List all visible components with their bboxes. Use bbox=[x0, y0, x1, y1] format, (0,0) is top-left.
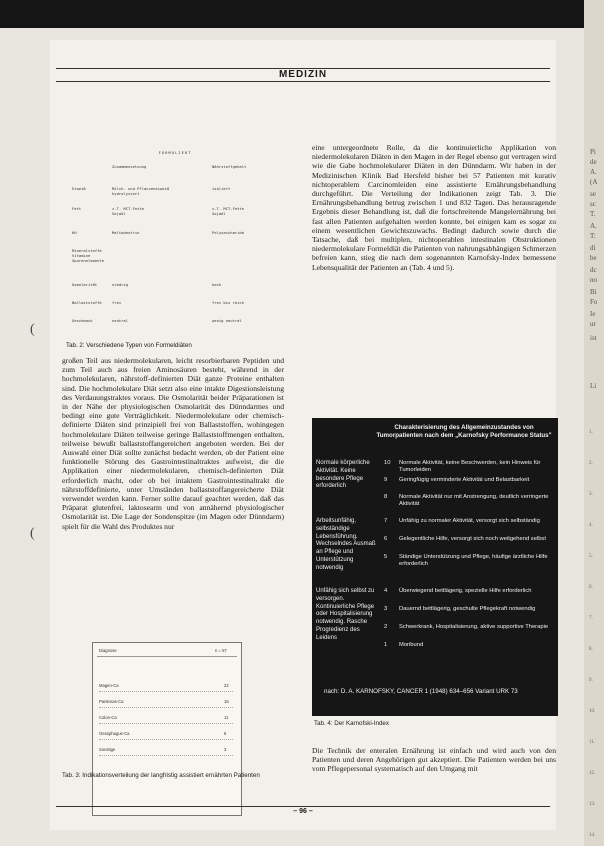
table-cell: isoliert bbox=[212, 186, 231, 191]
edge-fragment: sc bbox=[590, 200, 596, 208]
right-column-text bbox=[312, 143, 556, 413]
score-description: Gelegentliche Hilfe, versorgt sich noch weitgehend selbst bbox=[399, 536, 546, 542]
table-cell: Ballaststoffe bbox=[72, 300, 102, 305]
edge-reference-number: 3. bbox=[589, 492, 593, 497]
edge-fragment: be bbox=[590, 254, 597, 262]
punch-mark: ( bbox=[30, 526, 35, 541]
table-cell: Sojaöl bbox=[212, 211, 226, 216]
row-label: Pankreas-Ca bbox=[99, 699, 124, 704]
table-cell: Spurenelemente bbox=[72, 258, 105, 263]
edge-reference-number: 7. bbox=[589, 616, 593, 621]
score: 10 bbox=[384, 460, 391, 466]
score-description: Geringfügig verminderte Aktivität und Belastbarkeit bbox=[399, 477, 530, 483]
table-row bbox=[99, 715, 233, 724]
edge-reference-number: 2. bbox=[589, 461, 593, 466]
edge-reference-number: 5. bbox=[589, 554, 593, 559]
edge-fragment: T. bbox=[590, 210, 596, 218]
body-paragraph: großen Teil aus niedermolekularen, leicht resorbierbaren Peptiden und zum Teil auch aus freien Aminosäuren besteht, während in der hochmolekularen, nährstoff-definierten Diät ganze Proteine enthalten sind. Die hochmolekulare Diät setzt also eine intakte Digestionsleistung des Verdauungstraktes voraus. Die Osmolarität beider Präparationen ist in der Nähe der physiologischen Osmolarität des Dünndarmes und bedingt eine gute Verträglichkeit. Niedermolekulare oder chemisch-definierte Diäten sind prinzipiell frei von Ballaststoffen, wohingegen hochmolekulare Diäten teilweise geringe Ballaststoffmengen enthalten, teilweise bewußt ballaststoffangereichert angeboten werden. Bei der Auswahl einer Diät sollte zunächst bedacht werden, ob der Patient eine funktionelle Störung des Gastrointestinaltraktes aufweist, die die Applikation einer niedermolekularen, chemisch-definierten Diät erforderlich macht, oder ob bei intaktem Gastrointestinaltrakt die nährstoffdefinierte, unter Umständen ballaststoffangereicherte Diät verwendet werden kann. Ferner sollte darauf geachtet werden, daß das Präparat glutenfrei, laktosearm und von annähernd physiologischer Osmolarität ist. Die Lage der Sondenspitze (im Magen oder Dünndarm) spielt für die Wahl des Produktes nur bbox=[62, 356, 284, 531]
adjacent-page-edge bbox=[584, 0, 604, 846]
table-cell: neutral bbox=[112, 318, 129, 323]
edge-reference-number: 13. bbox=[589, 802, 596, 807]
group-label: Arbeitsunfähig, selbständige Lebensführung. Wechselndes Ausmaß an Pflege und Unterstützung notwendig bbox=[316, 518, 376, 571]
row-label: Sonstige bbox=[99, 747, 116, 752]
karnofsky-table bbox=[312, 418, 558, 716]
edge-reference-number: 8. bbox=[589, 647, 593, 652]
edge-fragment: Fo bbox=[590, 298, 598, 306]
karnofsky-title: Charakterisierung des Allgemeinzustandes von Tumorpatienten nach dem „Karnofsky Performance Status" bbox=[376, 424, 552, 439]
score: 8 bbox=[384, 494, 388, 500]
section-title: MEDIZIN bbox=[278, 69, 328, 80]
row-value: 22 bbox=[224, 683, 229, 688]
row-label: Colon-Ca bbox=[99, 715, 117, 720]
right-column-bottom-text bbox=[312, 746, 556, 802]
table2-caption: Tab. 2: Verschiedene Typen von Formeldiäten bbox=[66, 342, 192, 349]
edge-fragment: T: bbox=[590, 232, 596, 240]
indication-table bbox=[92, 642, 242, 816]
table-cell: z.T. MCT-Fette bbox=[112, 206, 145, 211]
score: 1 bbox=[384, 642, 388, 648]
table-cell: Milch- und Pflanzeneiweiß bbox=[112, 186, 170, 191]
score: 4 bbox=[384, 588, 388, 594]
table-row bbox=[99, 731, 233, 740]
edge-reference-number: 11. bbox=[589, 740, 596, 745]
table-row bbox=[99, 747, 233, 756]
table-head-value: n = 57 bbox=[215, 648, 227, 653]
score-description: Unfähig zu normaler Aktivität, versorgt sich selbständig bbox=[399, 518, 540, 524]
score-description: Schwerkrank, Hospitalisierung, aktive supportive Therapie bbox=[399, 624, 549, 630]
edge-fragment: A. bbox=[590, 168, 597, 176]
score: 9 bbox=[384, 477, 388, 483]
table-cell: Mineralstoffe bbox=[72, 248, 102, 253]
score-description: Dauernd bettlägerig, geschulte Pflegekraft notwendig bbox=[399, 606, 536, 612]
punch-mark: ( bbox=[30, 322, 35, 337]
table-cell: Vitamine bbox=[72, 253, 91, 258]
edge-fragment: A. bbox=[590, 222, 597, 230]
body-paragraph: eine untergeordnete Rolle, da die kontinuierliche Applikation von niedermolekularen Diäten in den Magen in der Regel ebenso gut vertragen wird wie die Gabe hochmolekularer Diäten in den Dünndarm. Wir haben in der Medizinischen Klinik Bad Hersfeld bisher bei 57 Patienten mit kurativ nichtoperablem Carcinomleiden eine assistierte Ernährungsbehandlung durchgeführt. Die Verteilung der Indikationen zeigt Tab. 3. Die Ernährungsbehandlung betrug zwischen 1 und 832 Tagen. Das herausragende Ergebnis dieser Behandlung ist, daß die fortschreitende Mangelernährung bei fast allen Patienten aufgehalten werden konnte, bei einigen kam es sogar zu einem wesentlichen Gewichtszuwachs. Bedingt dadurch sowie durch die Tatsache, daß bei multiplen, nichtoperablen intestinalen Obstruktionen niedermolekulare Formeldiät die Patienten von nahrungsabhängigen Schmerzen befreien kann, stieg die nach dem sogenannten Karnofsky-Index bemessene Lebensqualität der Patienten an (Tab. 4 und 5). bbox=[312, 143, 556, 272]
edge-fragment: no bbox=[590, 276, 597, 284]
edge-reference-number: 4. bbox=[589, 523, 593, 528]
table-cell: wenig neutral bbox=[212, 318, 242, 323]
table-cell: Sojaöl bbox=[112, 211, 126, 216]
edge-fragment: dc bbox=[590, 266, 597, 274]
body-paragraph: Die Technik der enteralen Ernährung ist einfach und wird auch von den Patienten und deren Angehörigen gut akzeptiert. Die Patienten werden bei uns vom Pflegepersonal systematisch auf den Umgang mit bbox=[312, 746, 556, 774]
table-row bbox=[99, 683, 233, 692]
table-cell: Maltodextrin bbox=[112, 230, 140, 235]
score-description: Ständige Unterstützung und Pflege, häufige ärztliche Hilfe erforderlich bbox=[399, 554, 548, 568]
table4-caption: Tab. 4: Der Karnofski-Index bbox=[314, 720, 389, 727]
score: 7 bbox=[384, 518, 388, 524]
edge-fragment: Ie bbox=[590, 310, 596, 318]
score: 2 bbox=[384, 624, 388, 630]
table-cell: hydrolysiert bbox=[112, 191, 140, 196]
score-description: Moribund bbox=[399, 642, 424, 648]
table-head: Zusammensetzung bbox=[112, 164, 147, 169]
table-cell: frei bbox=[112, 300, 122, 305]
score-description: Normale Aktivität nur mit Anstrengung, deutlich verringerte Aktivität bbox=[399, 494, 549, 508]
karnofsky-reference: nach: D. A. KARNOFSKY, CANCER 1 (1948) 634–656 Variant URK 73 bbox=[324, 688, 518, 695]
table-cell: Fett bbox=[72, 206, 82, 211]
score: 6 bbox=[384, 536, 388, 542]
table-cell: hoch bbox=[212, 282, 222, 287]
edge-reference-number: 6. bbox=[589, 585, 593, 590]
left-column-text bbox=[62, 356, 284, 636]
edge-reference-number: 12. bbox=[589, 771, 596, 776]
edge-reference-number: 1. bbox=[589, 430, 593, 435]
edge-fragment: Pi bbox=[590, 148, 596, 156]
page-number: – 96 – bbox=[293, 808, 313, 815]
row-value: 16 bbox=[224, 699, 229, 704]
edge-reference-number: 14. bbox=[589, 833, 596, 838]
score: 5 bbox=[384, 554, 388, 560]
score-description: Überwiegend bettlägerig, spezielle Hilfe erforderlich bbox=[399, 588, 532, 594]
edge-fragment: Bi bbox=[590, 288, 597, 296]
edge-fragment: de bbox=[590, 158, 597, 166]
table-cell: KH bbox=[72, 230, 77, 235]
table-cell: frei bis reich bbox=[212, 300, 245, 305]
edge-fragment: ur bbox=[590, 320, 596, 328]
table-row bbox=[99, 699, 233, 708]
row-label: Magen-Ca bbox=[99, 683, 119, 688]
formula-diet-table bbox=[72, 150, 278, 335]
group-label: Normale körperliche Aktivität. Keine besondere Pflege erforderlich bbox=[316, 460, 370, 490]
edge-fragment: se bbox=[590, 190, 596, 198]
score-description: Normale Aktivität, keine Beschwerden, kein Hinweis für Tumorleiden bbox=[399, 460, 541, 474]
edge-fragment: di bbox=[590, 244, 596, 252]
edge-fragment: ist bbox=[590, 334, 597, 342]
table-cell: Geschmack bbox=[72, 318, 93, 323]
table-head-label: Diagnose bbox=[99, 648, 117, 653]
edge-fragment: Li bbox=[590, 382, 597, 390]
table-cell: z.T. MCT-Fette bbox=[212, 206, 245, 211]
row-value: 3 bbox=[224, 747, 227, 752]
table-title: FORMULIERT bbox=[158, 150, 192, 155]
table-head: Nährstoffgehalt bbox=[212, 164, 247, 169]
top-scan-border bbox=[0, 0, 604, 28]
score: 3 bbox=[384, 606, 388, 612]
table-cell: Polysaccharide bbox=[212, 230, 245, 235]
table3-caption: Tab. 3: Indikationsverteilung der langfristig assistiert ernährten Patienten bbox=[62, 772, 260, 779]
edge-fragment: (A bbox=[590, 178, 598, 186]
table-cell: niedrig bbox=[112, 282, 129, 287]
table-cell: Osmolarität bbox=[72, 282, 98, 287]
row-label: Oesophagus-Ca bbox=[99, 731, 130, 736]
group-label: Unfähig sich selbst zu versorgen. Kontinuierliche Pflege oder Hospitalisierung notwendig. Rasche Progredienz des Leidens bbox=[316, 588, 375, 641]
edge-reference-number: 9. bbox=[589, 678, 593, 683]
edge-reference-number: 10. bbox=[589, 709, 596, 714]
table-cell: Eiweiß bbox=[72, 186, 86, 191]
table-header bbox=[97, 648, 237, 657]
row-value: 5 bbox=[224, 731, 227, 736]
row-value: 11 bbox=[224, 715, 229, 720]
